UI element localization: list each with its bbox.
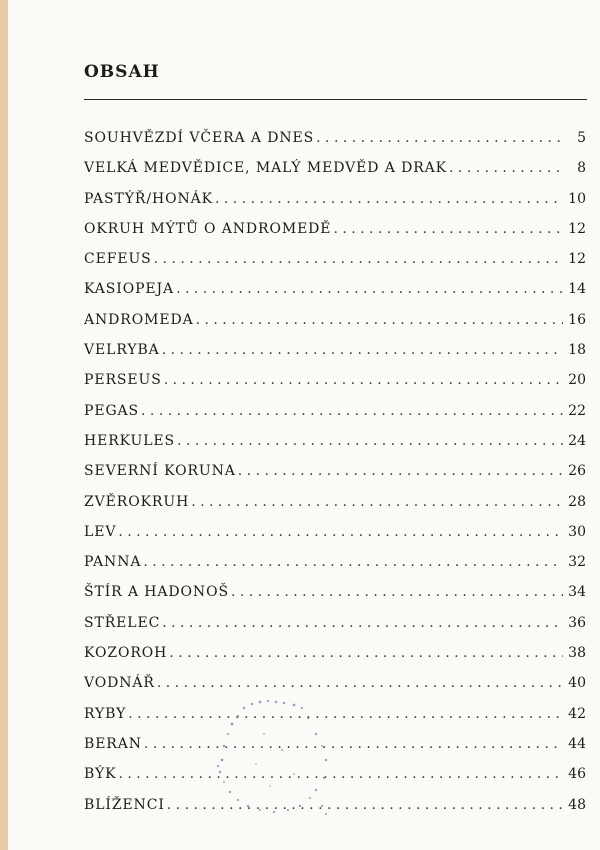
toc-entry-title: LEV: [84, 523, 117, 540]
dot-leader: [231, 577, 563, 607]
dot-leader: [238, 456, 563, 486]
dot-leader: [316, 123, 563, 153]
toc-entry: [84, 487, 586, 517]
dot-leader: [141, 396, 563, 426]
toc-entry-title: PANNA: [84, 554, 142, 571]
toc-entry-title: KASIOPEJA: [84, 281, 175, 298]
dot-leader: [215, 184, 563, 214]
faded-library-stamp: [204, 694, 344, 824]
toc-entry: [84, 426, 586, 456]
toc-entry-page-number: 20: [568, 372, 586, 389]
dot-leader: [191, 487, 563, 517]
toc-entry: [84, 517, 586, 547]
toc-entry: [84, 335, 586, 365]
dot-leader: [169, 638, 563, 668]
dot-leader: [118, 517, 563, 547]
toc-entry: [84, 638, 586, 668]
toc-entry: [84, 577, 586, 607]
toc-entry: [84, 214, 586, 244]
toc-entry-title: VELRYBA: [84, 342, 160, 359]
toc-entry-title: VODNÁŘ: [84, 675, 155, 692]
toc-entry: [84, 365, 586, 395]
toc-entry-title: BLÍŽENCI: [84, 796, 165, 813]
toc-entry-title: KOZOROH: [84, 645, 168, 662]
toc-entry-title: PASTÝŘ/HONÁK: [84, 190, 213, 207]
toc-entry-page-number: 44: [568, 735, 586, 752]
toc-entry-title: RYBY: [84, 705, 127, 722]
dot-leader: [177, 426, 563, 456]
toc-entry-page-number: 14: [568, 281, 586, 298]
toc-entry: [84, 153, 586, 183]
dot-leader: [176, 274, 563, 304]
toc-entry-title: SEVERNÍ KORUNA: [84, 463, 236, 480]
dot-leader: [162, 335, 563, 365]
toc-entry: [84, 547, 586, 577]
toc-entry-page-number: 16: [568, 311, 586, 328]
toc-entry: [84, 396, 586, 426]
toc-entry-title: PEGAS: [84, 402, 140, 419]
toc-entry-title: SOUHVĚZDÍ VČERA A DNES: [84, 130, 315, 146]
toc-entry-page-number: 30: [568, 523, 586, 540]
toc-entry-page-number: 38: [568, 645, 586, 662]
toc-entry-page-number: 10: [568, 190, 586, 207]
toc-entry-title: OKRUH MÝTŮ O ANDROMEDĚ: [84, 220, 332, 237]
toc-entry-page-number: 12: [568, 251, 586, 268]
toc-entry-title: PERSEUS: [84, 372, 162, 389]
toc-entry: [84, 274, 586, 304]
toc-entry: [84, 456, 586, 486]
toc-entry-page-number: 48: [568, 796, 586, 813]
toc-entry-page-number: 32: [568, 554, 586, 571]
toc-entry-page-number: 26: [568, 463, 586, 480]
toc-entry: [84, 184, 586, 214]
toc-entry-title: VELKÁ MEDVĚDICE, MALÝ MEDVĚD A DRAK: [84, 160, 448, 177]
toc-entry: [84, 244, 586, 274]
dot-leader: [196, 305, 563, 335]
toc-entry-page-number: 42: [568, 705, 586, 722]
dot-leader: [164, 365, 563, 395]
toc-entry-page-number: 28: [568, 493, 586, 510]
toc-entry-page-number: 12: [568, 220, 586, 237]
toc-entry-title: BÝK: [84, 766, 117, 783]
toc-entry-title: ŠTÍR A HADONOŠ: [84, 584, 229, 601]
page-title: OBSAH: [84, 62, 160, 82]
dot-leader: [128, 699, 563, 729]
toc-entry-page-number: 36: [568, 614, 586, 631]
dot-leader: [154, 244, 563, 274]
toc-entry: [84, 305, 586, 335]
toc-entry-page-number: 34: [568, 584, 586, 601]
toc-entry-title: BERAN: [84, 735, 142, 752]
toc-entry: [84, 123, 586, 153]
toc-entry: [84, 608, 586, 638]
title-rule: [84, 99, 587, 100]
toc-entry-title: CEFEUS: [84, 251, 152, 268]
book-page: [8, 0, 600, 850]
toc-entry-page-number: 18: [568, 342, 586, 359]
dot-leader: [143, 547, 563, 577]
toc-entry-page-number: 40: [568, 675, 586, 692]
toc-entry-title: HERKULES: [84, 432, 176, 449]
toc-entry-page-number: 24: [568, 432, 586, 449]
toc-entry-title: ZVĚROKRUH: [84, 493, 190, 510]
dot-leader: [449, 153, 563, 183]
dot-leader: [162, 608, 563, 638]
toc-entry-title: ANDROMEDA: [84, 311, 194, 328]
toc-entry-page-number: 46: [568, 766, 586, 783]
toc-entry-page-number: 5: [577, 130, 586, 146]
dot-leader: [333, 214, 563, 244]
toc-entry-page-number: 8: [577, 160, 586, 177]
toc-entry-title: STŘELEC: [84, 614, 161, 631]
toc-entry-page-number: 22: [568, 402, 586, 419]
